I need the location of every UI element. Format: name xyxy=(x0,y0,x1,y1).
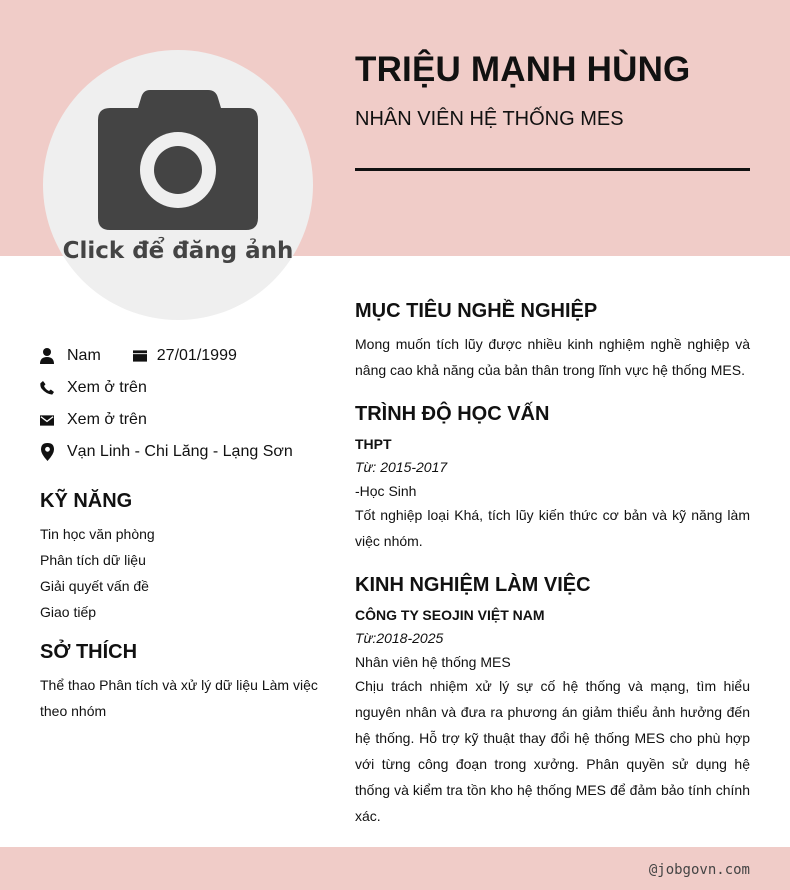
camera-icon xyxy=(98,90,260,230)
birthday-value: 27/01/1999 xyxy=(156,347,237,364)
experience-section xyxy=(355,574,750,829)
experience-company: CÔNG TY SEOJIN VIỆT NAM xyxy=(355,607,545,623)
photo-upload-label: Click để đăng ảnh xyxy=(62,238,294,264)
gender-birthday-row xyxy=(40,340,325,372)
header-divider xyxy=(355,168,750,171)
address-row xyxy=(40,436,325,468)
person-icon xyxy=(40,348,54,364)
email-value[interactable]: Xem ở trên xyxy=(67,411,147,428)
experience-title: KINH NGHIỆM LÀM VIỆC xyxy=(355,574,591,596)
phone-value[interactable]: Xem ở trên xyxy=(67,379,147,396)
left-column xyxy=(40,340,325,724)
skill-item: Giao tiếp xyxy=(40,604,97,620)
candidate-position: NHÂN VIÊN HỆ THỐNG MES xyxy=(355,108,624,130)
skills-list xyxy=(40,521,325,625)
objective-section xyxy=(355,300,750,383)
experience-description: Chịu trách nhiệm xử lý sự cố hệ thống và mạng, tìm hiểu nguyên nhân và đưa ra phương án giảm thiểu ảnh hưởng đến hệ thống. Hỗ trợ kỹ thuật thay đổi hệ thống MES cho phù hợp với từng công đoạn trong xưởng. Phân quyền sử dụng hệ thống và kiểm tra tồn kho hệ thống MES để đảm bảo tính chính xác. xyxy=(355,678,750,824)
skill-item: Tin học văn phòng xyxy=(40,526,155,542)
hobbies-title: SỞ THÍCH xyxy=(40,641,138,663)
education-school: THPT xyxy=(355,436,392,452)
candidate-name: TRIỆU MẠNH HÙNG xyxy=(355,50,691,89)
footer-watermark: @jobgovn.com xyxy=(648,862,750,878)
email-row xyxy=(40,404,325,436)
right-column xyxy=(355,300,750,849)
hobbies-text: Thể thao Phân tích và xử lý dữ liệu Làm việc theo nhóm xyxy=(40,677,318,719)
phone-row xyxy=(40,372,325,404)
objective-title: MỤC TIÊU NGHỀ NGHIỆP xyxy=(355,300,598,322)
location-pin-icon xyxy=(40,444,54,460)
education-title: TRÌNH ĐỘ HỌC VẤN xyxy=(355,403,550,425)
education-description: Tốt nghiệp loại Khá, tích lũy kiến thức cơ bản và kỹ năng làm việc nhóm. xyxy=(355,507,750,549)
skill-item: Giải quyết vấn đề xyxy=(40,578,149,594)
education-role: -Học Sinh xyxy=(355,483,417,499)
experience-role: Nhân viên hệ thống MES xyxy=(355,654,511,670)
skill-item: Phân tích dữ liệu xyxy=(40,552,146,568)
education-period: Từ: 2015-2017 xyxy=(355,459,448,475)
phone-icon xyxy=(40,380,54,396)
gender-value: Nam xyxy=(67,347,101,364)
education-section xyxy=(355,403,750,554)
address-value: Vạn Linh - Chi Lăng - Lạng Sơn xyxy=(67,443,293,460)
birthday-group xyxy=(133,347,237,365)
skills-title: KỸ NĂNG xyxy=(40,490,133,512)
calendar-icon xyxy=(133,348,147,364)
experience-period: Từ:2018-2025 xyxy=(355,630,444,646)
photo-upload[interactable] xyxy=(43,50,313,320)
email-icon xyxy=(40,412,54,428)
objective-text: Mong muốn tích lũy được nhiều kinh nghiệm nghề nghiệp và nâng cao khả năng của bản thân trong lĩnh vực hệ thống MES. xyxy=(355,336,750,378)
